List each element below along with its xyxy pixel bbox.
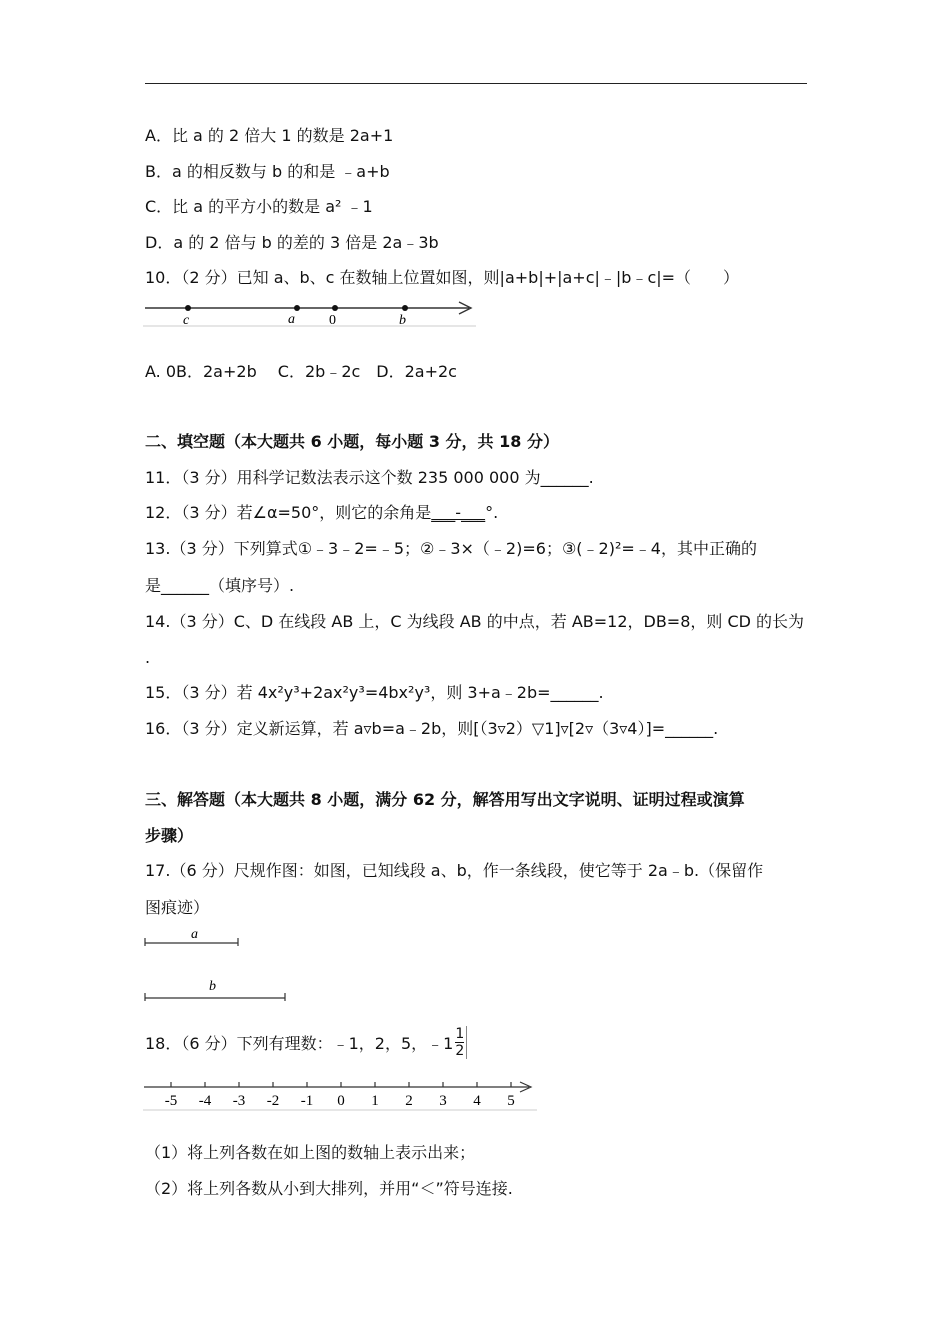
q10-number-line-figure [143, 296, 478, 330]
q13-line1: 13.（3 分）下列算式①﹣3﹣2=﹣5；②﹣3×（﹣2)=6；③(﹣2)²=﹣4，其中正确的 [145, 539, 757, 558]
q10-point-b [402, 305, 408, 311]
header-rule [145, 83, 807, 84]
segment-a-label: a [191, 927, 198, 942]
q10-label-a: a [288, 312, 295, 327]
q9-option-a: A．比 a 的 2 倍大 1 的数是 2a+1 [145, 126, 394, 145]
q18-fraction-num: 1 [455, 1026, 465, 1042]
q18-axis-label: -3 [232, 1093, 246, 1109]
q18-axis-label: 5 [507, 1093, 515, 1109]
q10-options: A. 0B．2a+2b C．2b﹣2c D．2a+2c [145, 362, 457, 381]
q17-line1: 17.（6 分）尺规作图：如图，已知线段 a、b，作一条线段，使它等于 2a﹣b.（保留作 [145, 861, 764, 880]
q18-axis-label: 0 [337, 1093, 345, 1109]
q15: 15．（3 分）若 4x²y³+2ax²y³=4bx²y³，则 3+a﹣2b=______. [145, 683, 604, 702]
q18-part2: （2）将上列各数从小到大排列，并用“＜”符号连接. [145, 1179, 513, 1198]
q10-point-a [294, 305, 300, 311]
q13-line2: 是______（填序号）. [145, 576, 295, 595]
q18-axis-label: 2 [405, 1093, 413, 1109]
segment-b-label: b [209, 979, 216, 994]
q18-number-line-figure [143, 1078, 537, 1112]
q17-segments-figure [143, 926, 289, 1002]
q18-stem [145, 1028, 467, 1061]
section2-title: 二、填空题（本大题共 6 小题，每小题 3 分，共 18 分） [145, 432, 559, 451]
q12-stem: 12．（3 分）若∠α=50°，则它的余角是 [145, 503, 432, 522]
q18-part1: （1）将上列各数在如上图的数轴上表示出来； [145, 1143, 476, 1162]
q12 [145, 503, 498, 523]
q18-fraction-den: 2 [455, 1043, 465, 1059]
section3-title-line2: 步骤） [145, 826, 194, 845]
q9-option-b: B．a 的相反数与 b 的和是 ﹣a+b [145, 162, 390, 181]
q9-option-d: D．a 的 2 倍与 b 的差的 3 倍是 2a﹣3b [145, 233, 439, 252]
q18-fraction [453, 1026, 467, 1059]
q18-stem-text: 18．（6 分）下列有理数：﹣1，2，5，﹣1 [145, 1034, 454, 1053]
q11: 11．（3 分）用科学记数法表示这个数 235 000 000 为______. [145, 468, 594, 487]
q10-label-0: 0 [329, 313, 336, 328]
q10-point-c [185, 305, 191, 311]
q18-axis-label: -2 [266, 1093, 280, 1109]
q12-suffix: °. [485, 503, 499, 522]
q10-stem: 10．（2 分）已知 a、b、c 在数轴上位置如图，则|a+b|+|a+c|﹣|b﹣c|=（ ） [145, 268, 740, 287]
q18-axis-label: 4 [473, 1093, 481, 1109]
q18-axis-label: 1 [371, 1093, 379, 1109]
q10-point-0 [332, 305, 338, 311]
q17-line2: 图痕迹） [145, 898, 210, 917]
section3-title-line1: 三、解答题（本大题共 8 小题，满分 62 分，解答用写出文字说明、证明过程或演算 [145, 790, 745, 809]
q9-option-c: C．比 a 的平方小的数是 a² ﹣1 [145, 197, 373, 216]
q12-blank: ___-___ [431, 503, 486, 522]
q18-axis-label: 3 [439, 1093, 447, 1109]
q10-label-c: c [183, 313, 190, 328]
q14-line2: . [145, 648, 151, 667]
q16: 16．（3 分）定义新运算，若 a▿b=a﹣2b，则[（3▿2）▽1]▿[2▿（3▿4）]=______. [145, 719, 719, 738]
q10-label-b: b [399, 313, 406, 328]
q18-axis-label: -1 [300, 1093, 314, 1109]
q18-axis-label: -4 [198, 1093, 212, 1109]
q18-axis-label: -5 [164, 1093, 178, 1109]
q14-line1: 14.（3 分）C、D 在线段 AB 上，C 为线段 AB 的中点，若 AB=12，DB=8，则 CD 的长为 [145, 612, 805, 631]
